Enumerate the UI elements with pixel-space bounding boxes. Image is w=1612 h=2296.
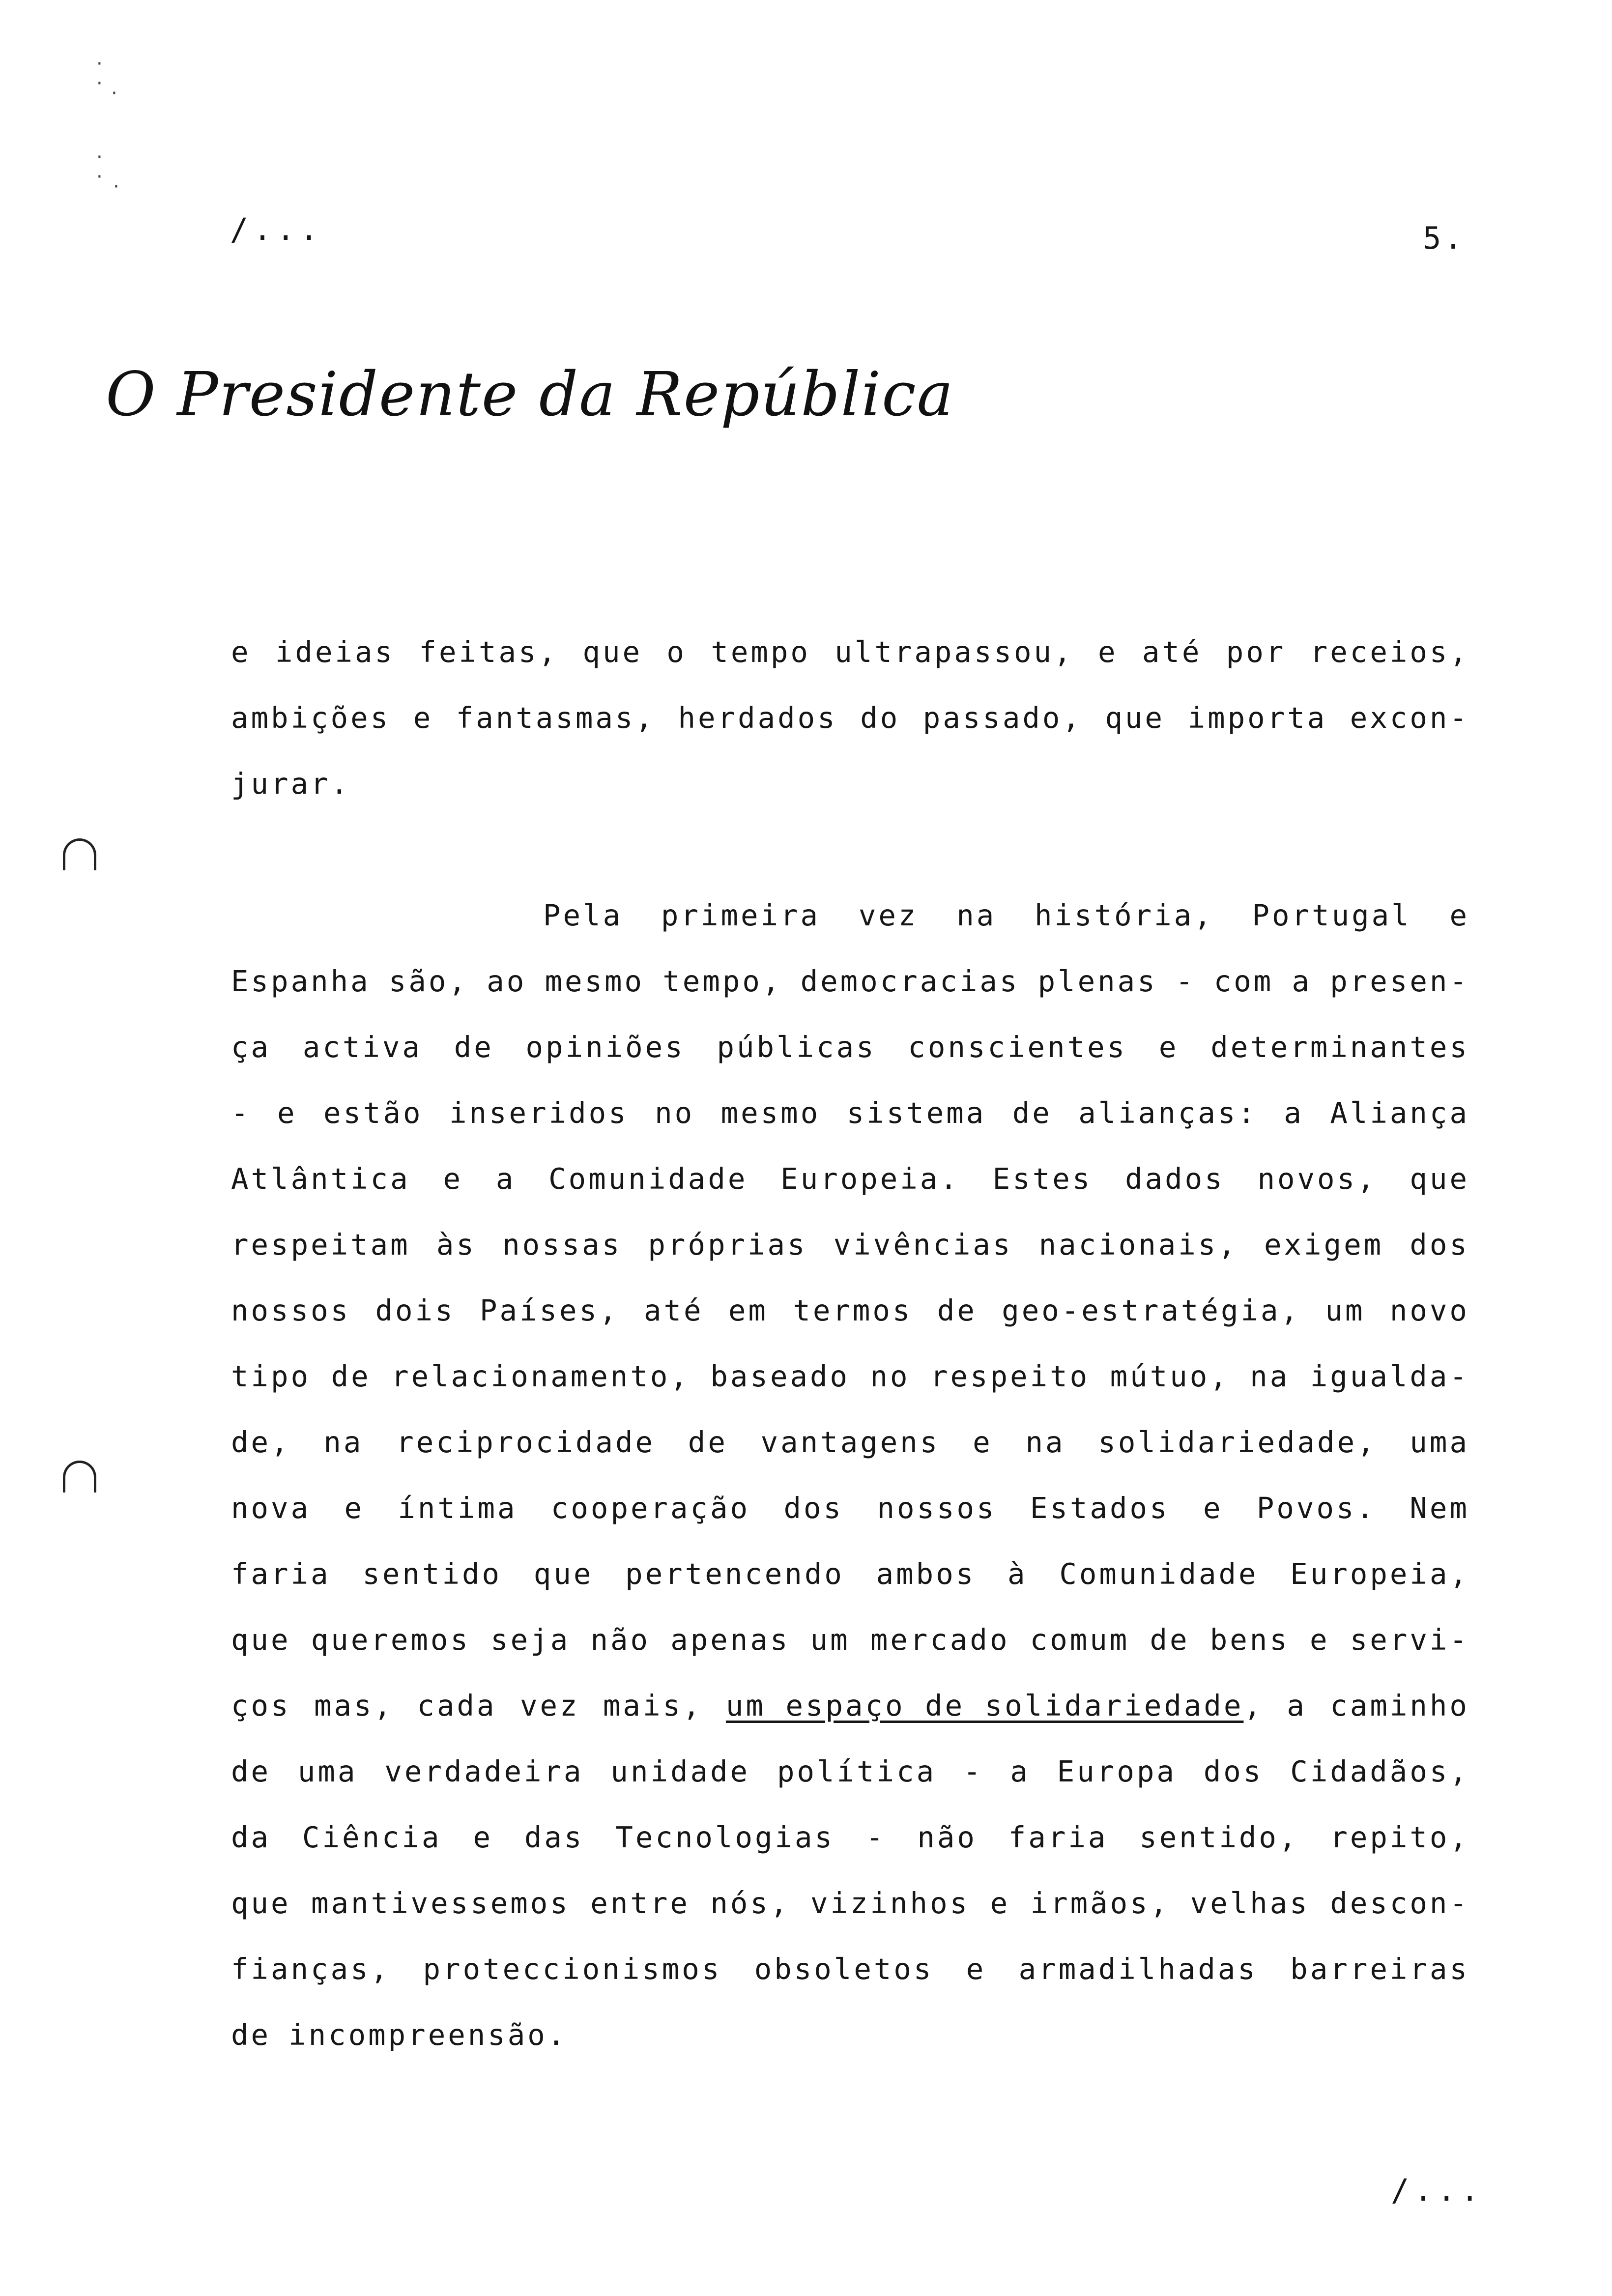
word: fianças, (231, 1952, 391, 1986)
word: Tecnologias (615, 1820, 835, 1854)
word: entre (590, 1886, 690, 1920)
word: queremos (311, 1623, 470, 1657)
word: a (1284, 1096, 1304, 1130)
word: cooperação (550, 1491, 750, 1525)
word: vantagens (760, 1425, 940, 1459)
word: pertencendo (625, 1557, 844, 1591)
word: caminho (1330, 1689, 1469, 1722)
word: conscientes (908, 1030, 1127, 1064)
word: importa (1187, 701, 1327, 735)
word: proteccionismos (423, 1952, 722, 1986)
word: Portugal (1252, 898, 1411, 932)
continuation-mark-bottom: /... (1391, 2172, 1484, 2208)
word: - (865, 1820, 886, 1854)
word: que (582, 635, 643, 669)
word: que (1105, 701, 1165, 735)
text-line (231, 1623, 1469, 1689)
word: novos, (1257, 1162, 1377, 1196)
underlined-phrase: um espaço de solidariedade (725, 1689, 1244, 1722)
word: sentido, (1139, 1820, 1299, 1854)
word: na (956, 898, 997, 932)
text-line (231, 1293, 1469, 1359)
word: mais, (603, 1689, 703, 1722)
text-line (231, 767, 1469, 832)
word: não (590, 1623, 651, 1657)
word: fantasmas, (456, 701, 655, 735)
page-number: 5. (1423, 220, 1466, 256)
word: igualda- (1310, 1359, 1469, 1393)
word: tempo (711, 635, 810, 669)
word: e (973, 1425, 993, 1459)
word: armadilhadas (1018, 1952, 1258, 1986)
word: dos (783, 1491, 844, 1525)
word: mantivessemos (311, 1886, 570, 1920)
word: respeitam (231, 1228, 410, 1262)
margin-dot: · (96, 53, 103, 75)
word: activa (302, 1030, 422, 1064)
word: herdados (678, 701, 837, 735)
word: a (1010, 1754, 1030, 1788)
text-line (231, 1228, 1469, 1293)
word: e (443, 1162, 463, 1196)
word: Ciência (302, 1820, 442, 1854)
word: descon- (1330, 1886, 1469, 1920)
word: e (966, 1952, 986, 1986)
word: de (1012, 1096, 1052, 1130)
word: no (655, 1096, 695, 1130)
word: e (344, 1491, 364, 1525)
word: novo (1389, 1293, 1469, 1327)
word: e (1449, 898, 1469, 932)
word: às (436, 1228, 476, 1262)
text-line (231, 1491, 1469, 1557)
text-line (231, 1952, 1469, 2018)
word: nossas (502, 1228, 622, 1262)
word: por (1226, 635, 1286, 669)
word: nossos (877, 1491, 997, 1525)
word: com (1213, 964, 1274, 998)
word: e (413, 701, 433, 735)
word: ideias (275, 635, 395, 669)
word: nacionais, (1038, 1228, 1238, 1262)
word: baseado (710, 1359, 850, 1393)
word: reciprocidade (396, 1425, 655, 1459)
word: democracias (800, 964, 1020, 998)
word: plenas (1037, 964, 1157, 998)
word: barreiras (1290, 1952, 1469, 1986)
word: um (1325, 1293, 1365, 1327)
word: não (917, 1820, 977, 1854)
word: de (937, 1293, 977, 1327)
word: unidade (610, 1754, 750, 1788)
text-line (231, 1096, 1469, 1162)
word: que (1410, 1162, 1469, 1196)
word: nova (231, 1491, 311, 1525)
word: vizinhos (810, 1886, 970, 1920)
word: são, (388, 964, 468, 998)
word: ao (487, 964, 527, 998)
word: Espanha (231, 964, 371, 998)
word: termos (793, 1293, 913, 1327)
word: Comunidade (548, 1162, 748, 1196)
word: comum (1030, 1623, 1130, 1657)
word: faria (231, 1557, 331, 1591)
word: dados (1125, 1162, 1225, 1196)
word: respeito (930, 1359, 1090, 1393)
word: na (1250, 1359, 1290, 1393)
word: vez (858, 898, 919, 932)
continuation-mark-top: /... (230, 211, 323, 247)
word: tempo, (662, 964, 782, 998)
margin-dot: · (96, 72, 103, 95)
word: - (231, 1096, 251, 1130)
word: Estados (1030, 1491, 1170, 1525)
word: Nem (1410, 1491, 1469, 1525)
word: cada (417, 1689, 497, 1722)
word: estão (323, 1096, 423, 1130)
text-line (231, 964, 1469, 1030)
word: e (277, 1096, 297, 1130)
word: nossos (231, 1293, 351, 1327)
word: a (1287, 1689, 1307, 1722)
binder-hole-mark (63, 838, 96, 870)
word: seja (490, 1623, 571, 1657)
word: de (331, 1359, 371, 1393)
word: e (1310, 1623, 1330, 1657)
word: e (990, 1886, 1010, 1920)
body-text (231, 635, 1469, 2084)
word: e (1097, 635, 1118, 669)
word: na (1025, 1425, 1065, 1459)
word: exigem (1264, 1228, 1384, 1262)
word: relacionamento, (391, 1359, 690, 1393)
word: ços (231, 1689, 291, 1722)
word: Países, (479, 1293, 619, 1327)
word: - (1175, 964, 1196, 998)
word: dos (1410, 1228, 1469, 1262)
word: de (231, 2018, 271, 2052)
text-line (231, 635, 1469, 701)
word: verdadeira (384, 1754, 584, 1788)
margin-dot: · (96, 166, 103, 188)
word: primeira (661, 898, 821, 932)
margin-dot: · (111, 82, 117, 105)
word: vivências (833, 1228, 1013, 1262)
word: ça (231, 1030, 271, 1064)
word: e (231, 635, 251, 669)
word: repito, (1330, 1820, 1469, 1854)
text-line (231, 1689, 1469, 1754)
word: receios, (1310, 635, 1469, 669)
word: um (810, 1623, 850, 1657)
word: opiniões (525, 1030, 685, 1064)
word: Pela (543, 898, 623, 932)
word: a (495, 1162, 516, 1196)
word: obsoletos (754, 1952, 934, 1986)
word: do (860, 701, 900, 735)
word: sentido (362, 1557, 502, 1591)
word: da (231, 1820, 271, 1854)
word: velhas (1190, 1886, 1310, 1920)
word: de, (231, 1425, 291, 1459)
word: de (231, 1754, 271, 1788)
word: solidariedade, (1098, 1425, 1377, 1459)
word: até (643, 1293, 704, 1327)
word: incompreensão. (288, 2018, 568, 2052)
word: sistema (846, 1096, 986, 1130)
word: ambos (876, 1557, 976, 1591)
word: ultrapassou, (835, 635, 1074, 669)
binder-hole-mark (63, 1461, 96, 1492)
word: à (1008, 1557, 1028, 1591)
word: mas, (314, 1689, 394, 1722)
word: dos (1203, 1754, 1264, 1788)
word: jurar. (231, 767, 351, 801)
word: irmãos, (1030, 1886, 1170, 1920)
word: mesmo (720, 1096, 821, 1130)
word: Europeia. (780, 1162, 960, 1196)
text-line (231, 1820, 1469, 1886)
word: alianças: (1078, 1096, 1258, 1130)
word: vez (519, 1689, 580, 1722)
word: de (454, 1030, 494, 1064)
word: uma (297, 1754, 358, 1788)
word: íntima (398, 1491, 518, 1525)
word: mercado (870, 1623, 1010, 1657)
word: Povos. (1256, 1491, 1377, 1525)
word: nós, (710, 1886, 790, 1920)
word: geo-estratégia, (1002, 1293, 1301, 1327)
word: bens (1209, 1623, 1290, 1657)
word: em (728, 1293, 768, 1327)
word: inseridos (449, 1096, 629, 1130)
word: e (1203, 1491, 1223, 1525)
word: que (231, 1623, 291, 1657)
word: feitas, (419, 635, 559, 669)
word: - (963, 1754, 983, 1788)
word: faria (1008, 1820, 1108, 1854)
word: uma (1410, 1425, 1469, 1459)
word: mesmo (545, 964, 645, 998)
word: na (323, 1425, 364, 1459)
word: mútuo, (1110, 1359, 1230, 1393)
margin-dot: · (96, 146, 103, 169)
word: política (777, 1754, 937, 1788)
text-line (231, 1030, 1469, 1096)
word: até (1142, 635, 1202, 669)
word: ambições (231, 701, 391, 735)
word: dois (375, 1293, 455, 1327)
word: passado, (922, 701, 1082, 735)
text-line (231, 1557, 1469, 1623)
word: no (870, 1359, 910, 1393)
text-line (231, 1359, 1469, 1425)
word: de (688, 1425, 728, 1459)
text-line (231, 1425, 1469, 1491)
word: presen- (1330, 964, 1469, 998)
word: a (1292, 964, 1312, 998)
word: e (473, 1820, 493, 1854)
word: Cidadãos, (1290, 1754, 1469, 1788)
word: que (533, 1557, 594, 1591)
word: e (1158, 1030, 1179, 1064)
word: excon- (1350, 701, 1469, 735)
word: públicas (717, 1030, 876, 1064)
word: Atlântica (231, 1162, 410, 1196)
word: determinantes (1210, 1030, 1469, 1064)
word: próprias (648, 1228, 807, 1262)
word: história, (1035, 898, 1214, 932)
word: tipo (231, 1359, 311, 1393)
text-line (231, 2018, 1469, 2084)
text-line (231, 1886, 1469, 1952)
word: o (666, 635, 687, 669)
word: servi- (1350, 1623, 1469, 1657)
text-line (231, 701, 1469, 767)
word: um espaço de solidariedade, (725, 1689, 1264, 1722)
word: apenas (670, 1623, 790, 1657)
word: das (524, 1820, 584, 1854)
word: Europeia, (1290, 1557, 1469, 1591)
margin-dot: · (113, 175, 119, 198)
text-line (231, 1162, 1469, 1228)
word: que (231, 1886, 291, 1920)
letterhead: O Presidente da República (106, 359, 954, 430)
word: Comunidade (1059, 1557, 1259, 1591)
text-line (231, 1754, 1469, 1820)
text-line (231, 898, 1469, 964)
word: Europa (1057, 1754, 1177, 1788)
word: Aliança (1330, 1096, 1469, 1130)
word: de (1150, 1623, 1190, 1657)
word: Estes (992, 1162, 1093, 1196)
